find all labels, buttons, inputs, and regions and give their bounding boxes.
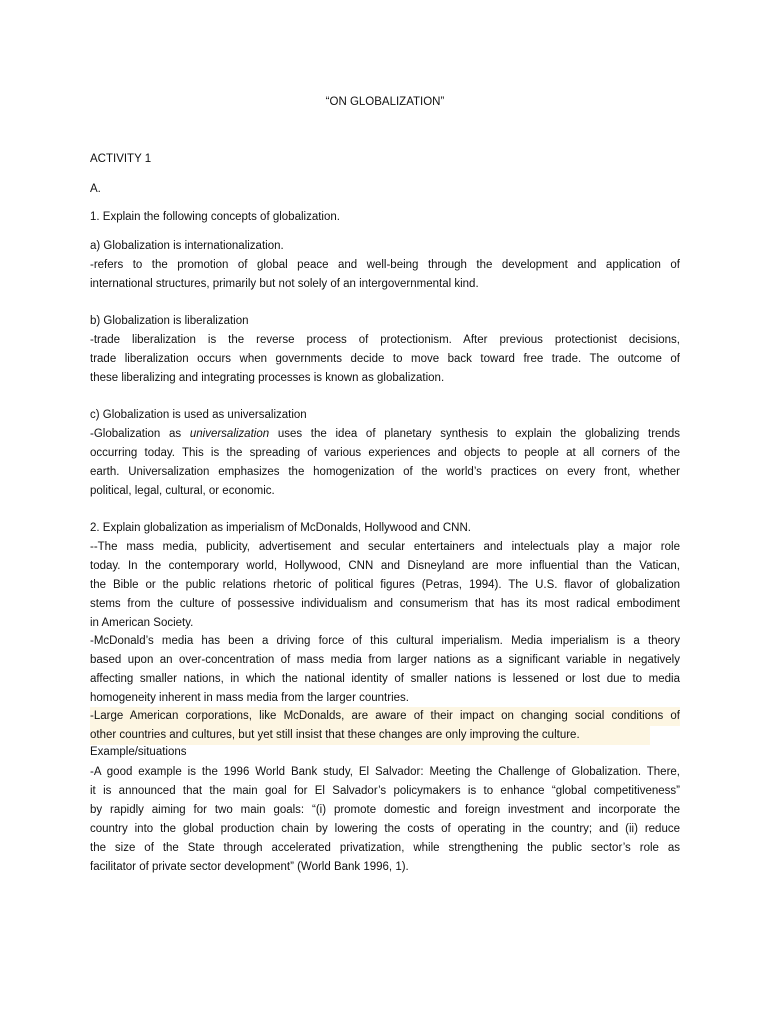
concept-c-line1-pre: -Globalization as — [90, 428, 190, 440]
concept-b-line: trade liberalization occurs when governments decide to move back toward free trade. The outcome of — [90, 353, 680, 365]
concept-c-line — [90, 425, 680, 444]
q2-p1-line: the Bible or the public relations rhetoric of political figures (Petras, 1994). The U.S. flavor of globalization — [90, 579, 680, 591]
q2-p1-line: --The mass media, publicity, advertisement and secular entertainers and intelectuals play a major role — [90, 541, 680, 553]
q2-p4-line: the size of the State through accelerated privatization, while strengthening the public sector’s role as — [90, 842, 680, 854]
concept-a-line: -refers to the promotion of global peace and well-being through the development and application of — [90, 259, 680, 271]
document-title: “ON GLOBALIZATION” — [325, 96, 445, 108]
q2-p1-line: in American Society. — [90, 617, 194, 629]
q2-p1-line: stems from the culture of possessive individualism and consumerism that has its most radical embodiment — [90, 598, 680, 610]
concept-b-heading: b) Globalization is liberalization — [90, 315, 249, 327]
concept-c-line: earth. Universalization emphasizes the homogenization of the world’s practices on every front, whether — [90, 466, 680, 478]
concept-c-line1-post: uses the idea of planetary synthesis to explain the globalizing trends — [269, 428, 680, 440]
q2-p2-line: homogeneity inherent in mass media from the larger countries. — [90, 692, 409, 704]
highlighted-line: other countries and cultures, but yet still insist that these changes are only improving the culture. — [90, 726, 650, 745]
q2-p1-line: today. In the contemporary world, Hollywood, CNN and Disneyland are more influential than the Vatican, — [90, 560, 680, 572]
concept-a-line: international structures, primarily but not solely of an intergovernmental kind. — [90, 278, 479, 290]
question-1: 1. Explain the following concepts of globalization. — [90, 211, 340, 223]
q2-p2-line: based upon an over-concentration of mass media from larger nations as a significant variable in negatively — [90, 654, 680, 666]
example-heading: Example/situations — [90, 746, 187, 758]
activity-heading: ACTIVITY 1 — [90, 153, 152, 165]
q2-p4-line: by rapidly aiming for two main goals: “(i) promote domestic and foreign investment and incorporate the — [90, 804, 680, 816]
universalization-term: universalization — [189, 428, 270, 440]
concept-c-line: political, legal, cultural, or economic. — [90, 485, 275, 497]
q2-p2-line: -McDonald’s media has been a driving force of this cultural imperialism. Media imperialism is a theory — [90, 635, 680, 647]
q2-p4-line: country into the global production chain by lowering the costs of operating in the country; and (ii) reduce — [90, 823, 680, 835]
concept-c-heading: c) Globalization is used as universalization — [90, 409, 307, 421]
question-2: 2. Explain globalization as imperialism of McDonalds, Hollywood and CNN. — [90, 522, 471, 534]
concept-b-line: -trade liberalization is the reverse process of protectionism. After previous protectionist decisions, — [90, 334, 680, 346]
concept-c-line: occurring today. This is the spreading of various experiences and objects to people at all corners of the — [90, 447, 680, 459]
concept-b-line: these liberalizing and integrating processes is known as globalization. — [90, 372, 445, 384]
section-label: A. — [90, 183, 101, 195]
q2-p2-line: affecting smaller nations, in which the national identity of smaller nations is lessened or lost due to media — [90, 673, 680, 685]
q2-p4-line: -A good example is the 1996 World Bank study, El Salvador: Meeting the Challenge of Globalization. There, — [90, 766, 680, 778]
q2-p4-line: it is announced that the main goal for El Salvador’s policymakers is to enhance “global competitiveness” — [90, 785, 680, 797]
highlighted-line: -Large American corporations, like McDonalds, are aware of their impact on changing social conditions of — [90, 707, 680, 726]
q2-p4-line: facilitator of private sector development” (World Bank 1996, 1). — [90, 861, 409, 873]
concept-a-heading: a) Globalization is internationalization. — [90, 240, 284, 252]
